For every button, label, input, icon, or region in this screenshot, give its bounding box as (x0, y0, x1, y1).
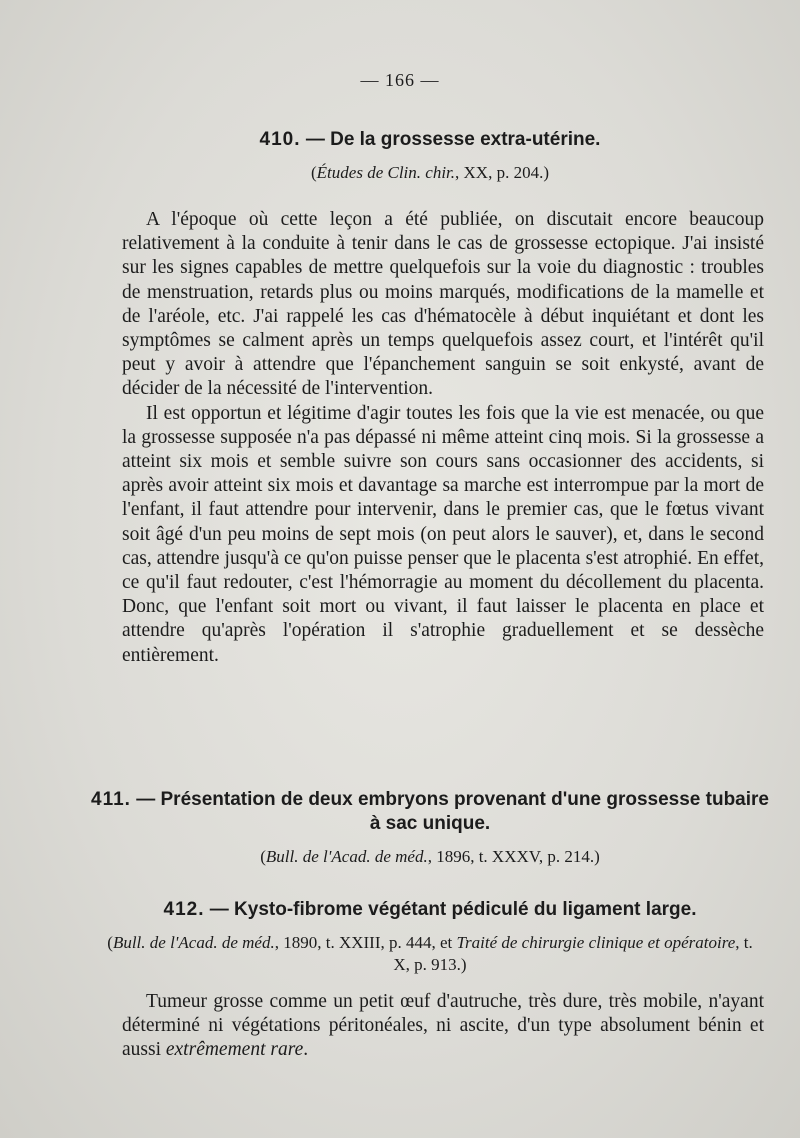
paragraph-end: . (303, 1039, 309, 1061)
section-410-body (122, 208, 764, 668)
reference-details-2: , t. X, p. 913.) (393, 933, 753, 974)
reference-journal-2: Traité de chirurgie clinique et opératoire (456, 933, 736, 952)
section-number: 410. (259, 129, 301, 150)
section-number: 412. (163, 899, 205, 920)
paragraph: Il est opportun et légitime d'agir toutes les fois que la vie est menacée, ou que la grossesse supposée n'a pas dépassé ni même atteint cinq mois. Si la grossesse a atteint six mois et semble suivre son cours sans occasionner des accidents, si après avoir atteint six mois et davantage sa marche est interrompue par la mort de l'enfant, il faut attendre pour intervenir, dans le premier cas, que le fœtus vivant soit âgé d'un peu moins de sept mois (on peut alors le sauver), et, dans le second cas, attendre jusqu'à ce qu'on puisse penser que le placenta s'est atrophié. En effet, ce qu'il faut redouter, c'est l'hémorragie au moment du décollement du placenta. Donc, que l'enfant soit mort ou vivant, il faut laisser le placenta en place et attendre qu'après l'opération il s'atrophie graduellement et se dessèche entièrement. (122, 402, 764, 666)
section-411-reference (100, 846, 760, 868)
section-410-reference (100, 162, 760, 184)
section-412-reference (100, 932, 760, 976)
reference-details: , XX, p. 204.) (455, 163, 549, 182)
page-number: — 166 — (360, 70, 440, 90)
reference-prefix: ( (107, 933, 113, 952)
section-410-heading (90, 128, 770, 152)
section-title: — De la grossesse extra-utérine. (305, 129, 601, 150)
section-number: 411. (91, 789, 131, 810)
reference-prefix: ( (311, 163, 317, 182)
section-412-body (122, 990, 764, 1063)
reference-details: , 1890, t. XXIII, p. 444, et (274, 933, 457, 952)
paragraph: A l'époque où cette leçon a été publiée, on discutait encore beaucoup relativement à la conduite à tenir dans le cas de grossesse ectopique. J'ai insisté sur les signes capables de mettre quelquefois sur la voie du diagnostic : troubles de menstruation, retards plus ou moins marqués, modifications de la mamelle et de l'aréole, etc. J'ai rappelé les cas d'hématocèle à début inquiétant et dont les symptômes se calment après un temps quelquefois assez court, et l'intérêt qu'il peut y avoir à attendre que l'épanchement sanguin se soit enkysté, avant de décider de la nécessité de l'intervention. (122, 209, 764, 400)
paragraph (122, 990, 764, 1063)
section-411-heading (90, 788, 770, 836)
reference-details: , 1896, t. XXXV, p. 214.) (427, 847, 600, 866)
reference-journal: Études de Clin. chir. (316, 163, 456, 182)
section-412-heading (90, 898, 770, 922)
reference-journal: Bull. de l'Acad. de méd. (112, 933, 275, 952)
paragraph-emphasis: extrêmement rare (165, 1039, 304, 1061)
paragraph-lead: Tumeur grosse comme un petit œuf d'autruche, très dure, très mobile, n'ayant déterminé ni végétations péritonéales, ni ascite, d'un type absolument bénin et aussi (122, 991, 764, 1061)
reference-prefix: ( (260, 847, 266, 866)
section-title: — Présentation de deux embryons provenant d'une grossesse tubaire à sac unique. (136, 789, 769, 834)
section-title: — Kysto-fibrome végétant pédiculé du ligament large. (209, 899, 697, 920)
reference-journal: Bull. de l'Acad. de méd. (265, 847, 428, 866)
